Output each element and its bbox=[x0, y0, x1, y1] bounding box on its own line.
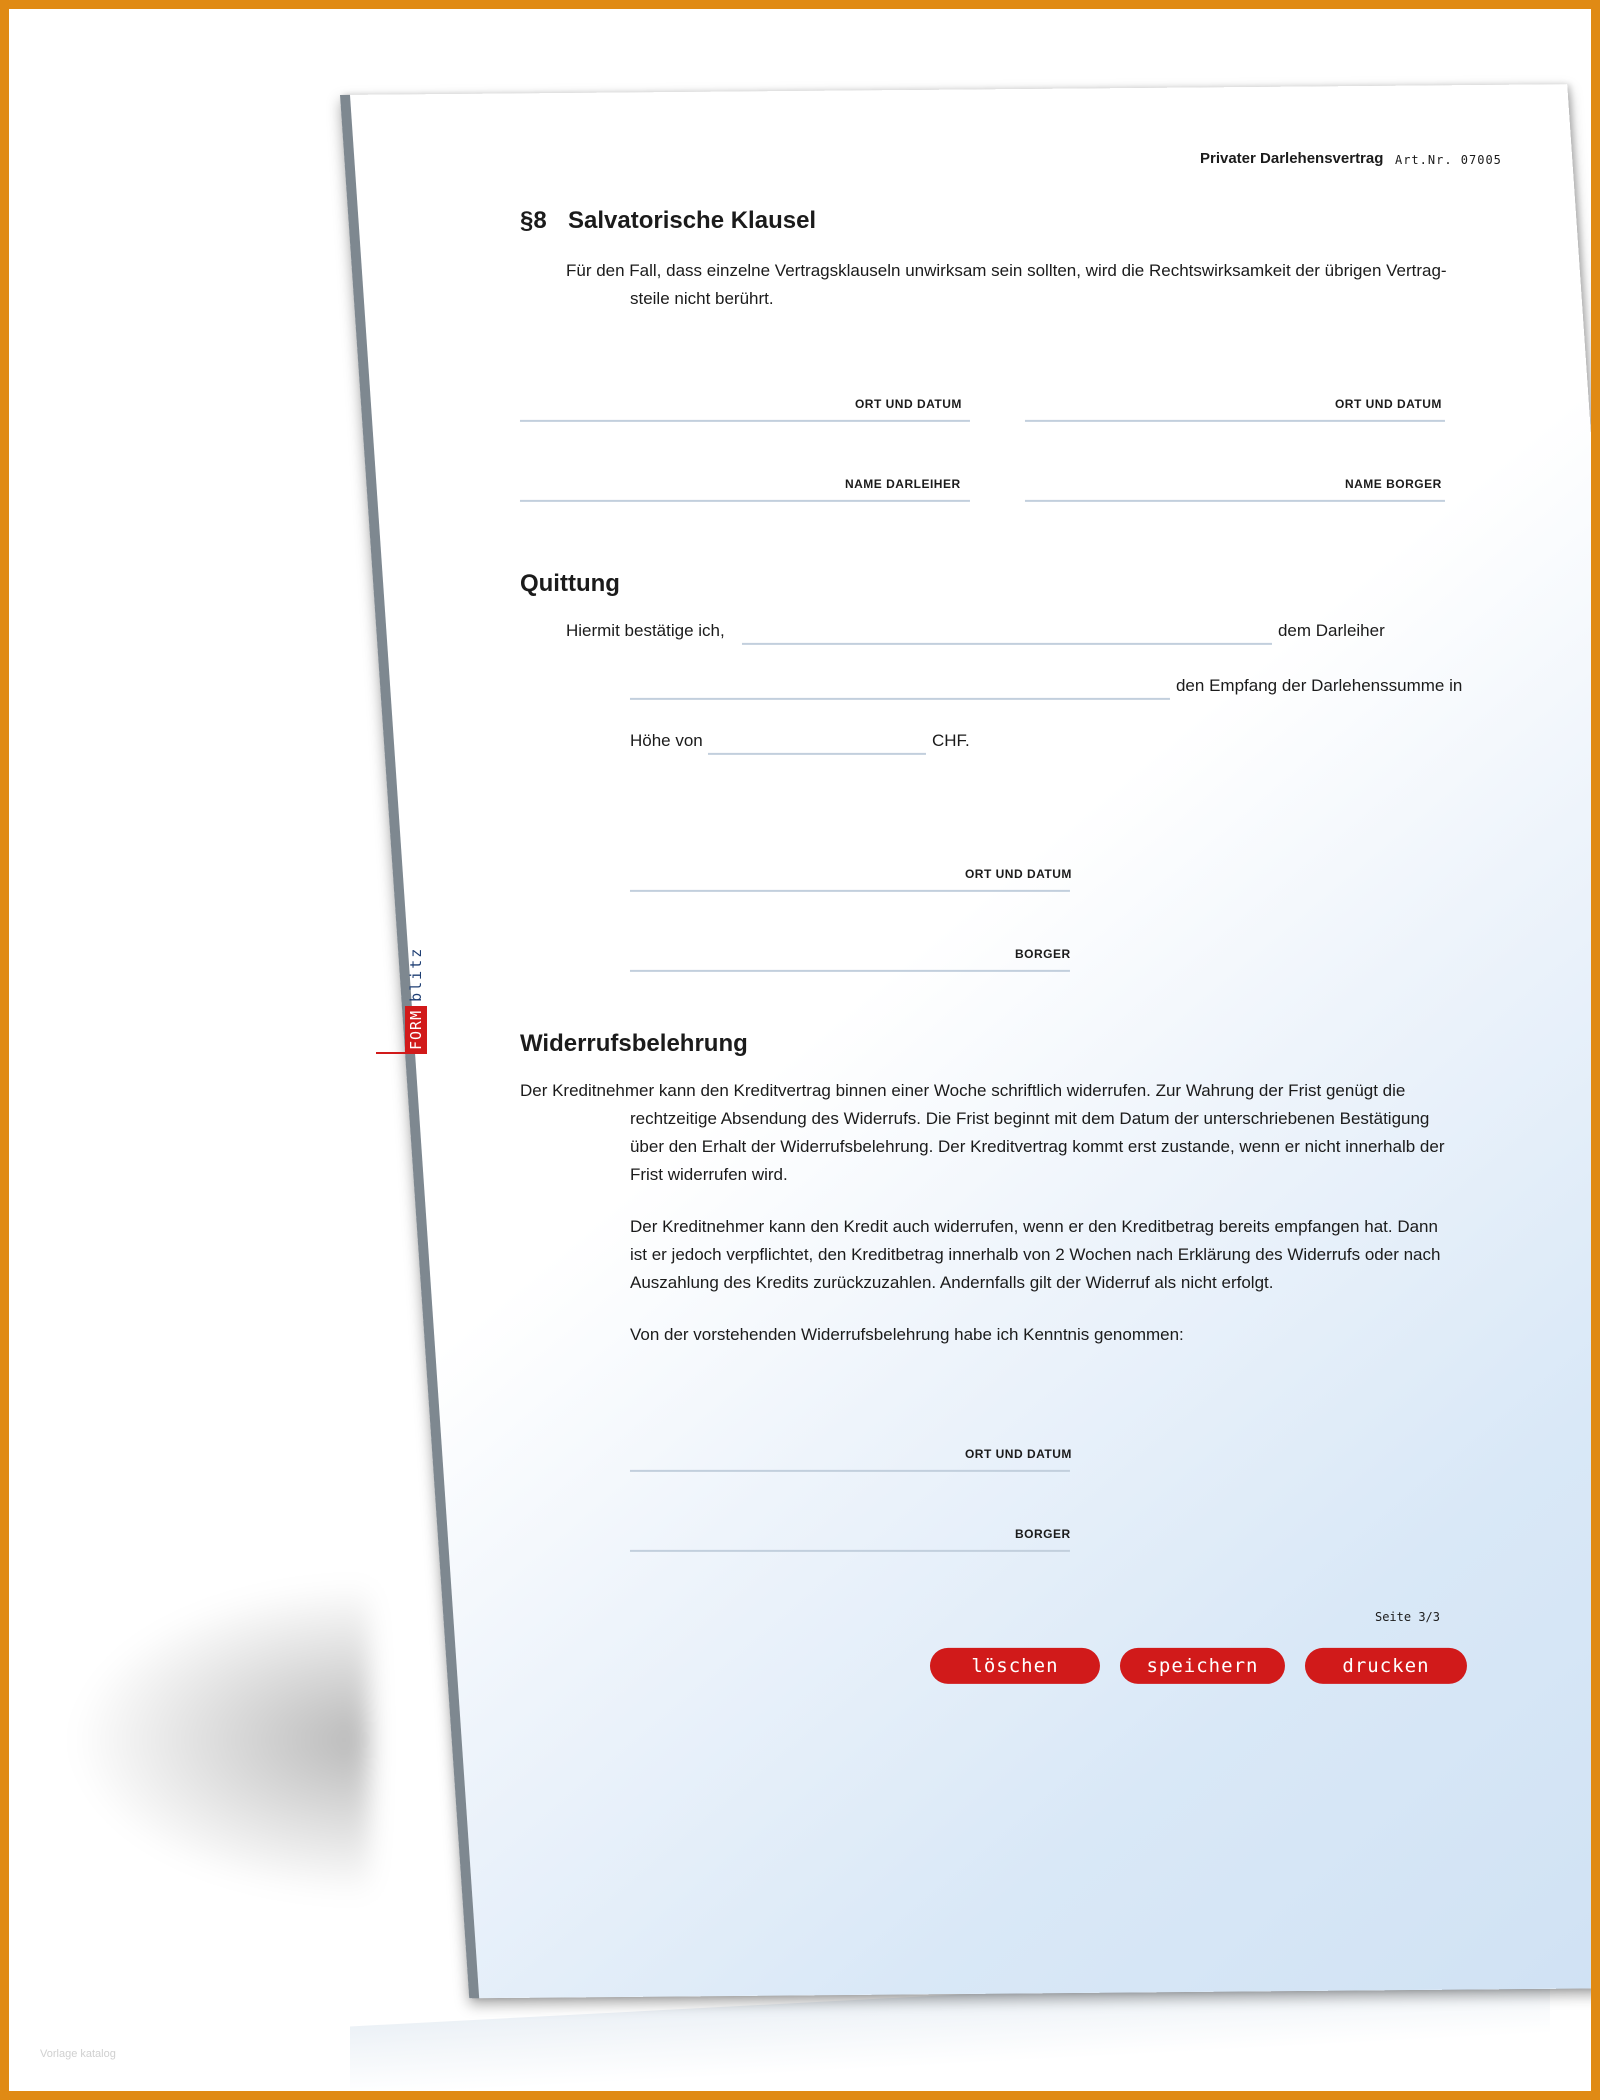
quittung-currency: CHF. bbox=[931, 730, 970, 750]
header-art-nr: Art.Nr. 07005 bbox=[1394, 152, 1502, 167]
widerruf-p3: Von der vorstehenden Widerrufsbelehrung habe ich Kenntnis genommen: bbox=[629, 1324, 1184, 1344]
label-place-date-right: ORT UND DATUM bbox=[1334, 396, 1442, 411]
quittung-line2-suffix: den Empfang der Darlehenssumme in bbox=[1175, 675, 1463, 695]
widerruf-signature-place[interactable] bbox=[630, 1470, 1070, 1472]
page-number: Seite 3/3 bbox=[1374, 1609, 1441, 1624]
quittung-line3-prefix: Höhe von bbox=[629, 730, 703, 750]
quittung-lender-field[interactable] bbox=[630, 698, 1170, 700]
quittung-line1-suffix: dem Darleiher bbox=[1277, 620, 1385, 640]
quittung-line1-prefix: Hiermit bestätige ich, bbox=[565, 620, 725, 640]
quittung-title: Quittung bbox=[519, 569, 620, 597]
quittung-label-borger: BORGER bbox=[1014, 946, 1071, 961]
formblitz-logo bbox=[405, 946, 555, 1054]
widerruf-p1-line3: über den Erhalt der Widerrufsbelehrung. Der Kreditvertrag kommt erst zustande, wenn er nicht innerhalb der bbox=[629, 1136, 1445, 1156]
widerruf-p1-line2: rechtzeitige Absendung des Widerrufs. Die Frist beginnt mit dem Datum der unterschriebenen Bestätigung bbox=[629, 1108, 1430, 1128]
widerruf-p2-line2: ist er jedoch verpflichtet, den Kreditbetrag innerhalb von 2 Wochen nach Erklärung des Widerrufs oder nach bbox=[629, 1244, 1441, 1264]
signature-line-left-place[interactable] bbox=[520, 420, 970, 422]
quittung-signature-borger[interactable] bbox=[630, 970, 1070, 972]
logo-form-text: FORM bbox=[405, 1006, 427, 1054]
widerruf-title: Widerrufsbelehrung bbox=[519, 1029, 748, 1057]
signature-line-lender[interactable] bbox=[520, 500, 970, 502]
watermark-text: Vorlage katalog bbox=[40, 2048, 116, 2060]
widerruf-label-place-date: ORT UND DATUM bbox=[964, 1446, 1072, 1461]
widerruf-signature-borger[interactable] bbox=[630, 1550, 1070, 1552]
logo-blitz-text: blitz bbox=[407, 946, 425, 1002]
widerruf-p2-line1: Der Kreditnehmer kann den Kredit auch widerrufen, wenn er den Kreditbetrag bereits empfangen hat. Dann bbox=[629, 1216, 1438, 1236]
label-place-date-left: ORT UND DATUM bbox=[854, 396, 962, 411]
header-title: Privater Darlehensvertrag bbox=[1199, 149, 1384, 167]
label-name-lender: NAME DARLEIHER bbox=[844, 476, 961, 491]
signature-line-right-place[interactable] bbox=[1025, 420, 1445, 422]
delete-button[interactable]: löschen bbox=[930, 1648, 1100, 1684]
widerruf-label-borger: BORGER bbox=[1014, 1526, 1071, 1541]
signature-line-borrower[interactable] bbox=[1025, 500, 1445, 502]
section-text-line2: steile nicht berührt. bbox=[629, 288, 774, 308]
section-text-line1: Für den Fall, dass einzelne Vertragsklauseln unwirksam sein sollten, wird die Rechtswirksamkeit der übrigen Vertrag- bbox=[565, 260, 1447, 280]
quittung-signature-place[interactable] bbox=[630, 890, 1070, 892]
widerruf-p1-line4: Frist widerrufen wird. bbox=[629, 1164, 788, 1184]
page-shadow bbox=[70, 1580, 370, 1900]
widerruf-p2-line3: Auszahlung des Kredits zurückzuzahlen. Andernfalls gilt der Widerruf als nicht erfolgt. bbox=[629, 1272, 1274, 1292]
save-button[interactable]: speichern bbox=[1120, 1648, 1285, 1684]
quittung-label-place-date: ORT UND DATUM bbox=[964, 866, 1072, 881]
label-name-borrower: NAME BORGER bbox=[1344, 476, 1442, 491]
quittung-amount-field[interactable] bbox=[708, 753, 926, 755]
print-button[interactable]: drucken bbox=[1305, 1648, 1467, 1684]
section-title: Salvatorische Klausel bbox=[567, 206, 817, 234]
widerruf-p1-line1: Der Kreditnehmer kann den Kreditvertrag binnen einer Woche schriftlich widerrufen. Zur Wahrung der Frist genügt die bbox=[519, 1080, 1406, 1100]
quittung-name-field[interactable] bbox=[742, 643, 1272, 645]
section-number: §8 bbox=[519, 206, 547, 234]
